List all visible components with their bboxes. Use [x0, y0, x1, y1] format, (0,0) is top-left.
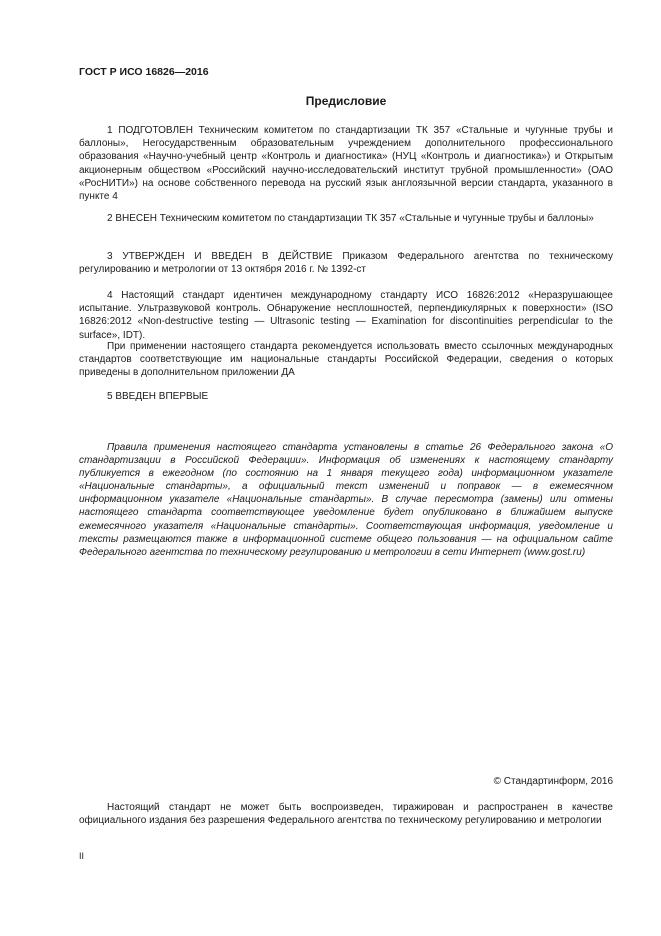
paragraph-5: 5 ВВЕДЕН ВПЕРВЫЕ	[107, 391, 209, 402]
paragraph-4-note: При применении настоящего стандарта рекомендуется использовать вместо ссылочных международных стандартов соответствующие им национальные стандарты Российской Федерации, сведения о которых приведены в дополнительном приложении ДА	[79, 341, 613, 379]
standard-application-notice: Правила применения настоящего стандарта установлены в статье 26 Федерального закона «О стандартизации в Российской Федерации». Информация об изменениях к настоящему стандарту публикуется в ежегодном (по состоянию на 1 января текущего года) информационном указателе «Национальные стандарты», а официальный текст изменений и поправок — в ежемесячном информационном указателе «Национальные стандарты». В случае пересмотра (замены) или отмены настоящего стандарта соответствующее уведомление будет опубликовано в ближайшем выпуске ежемесячного указателя «Национальные стандарты». Соответствующая информация, уведомление и тексты размещаются также в информационной системе общего пользования — на официальном сайте Федерального агентства по техническому регулированию и метрологии в сети Интернет (www.gost.ru)	[79, 442, 613, 558]
paragraph-4: 4 Настоящий стандарт идентичен международному стандарту ИСО 16826:2012 «Неразрушающее испытание. Ультразвуковой контроль. Обнаружение несплошностей, перпендикулярных к поверхности» (ISO 16826:2012 «Non-destructive testing — Ultrasonic testing — Examination for discontinuities perpendicular to the surface», IDT).	[79, 290, 613, 341]
page-number: II	[79, 851, 85, 861]
paragraph-3: 3 УТВЕРЖДЕН И ВВЕДЕН В ДЕЙСТВИЕ Приказом Федерального агентства по техническому регулированию и метрологии от 13 октября 2016 г. № 1392-ст	[79, 251, 613, 276]
paragraph-1: 1 ПОДГОТОВЛЕН Техническим комитетом по стандартизации ТК 357 «Стальные и чугунные трубы и баллоны», Негосударственным образовательным учреждением дополнительного профессионального образования «Научно-учебный центр «Контроль и диагностика» (НУЦ «Контроль и диагностика») и Открытым акционерным обществом «Российский научно-исследовательский институт трубной промышленности» (ОАО «РосНИТИ») на основе собственного перевода на русский язык англоязычной версии стандарта, указанного в пункте 4	[79, 125, 613, 203]
paragraph-2: 2 ВНЕСЕН Техническим комитетом по стандартизации ТК 357 «Стальные и чугунные трубы и баллоны»	[107, 213, 594, 224]
page-title: Предисловие	[305, 94, 387, 108]
document-code-header: ГОСТ Р ИСО 16826—2016	[79, 66, 209, 78]
reproduction-notice: Настоящий стандарт не может быть воспроизведен, тиражирован и распространен в качестве официального издания без разрешения Федерального агентства по техническому регулированию и метрологии	[79, 802, 613, 827]
copyright-line: © Стандартинформ, 2016	[493, 776, 613, 787]
